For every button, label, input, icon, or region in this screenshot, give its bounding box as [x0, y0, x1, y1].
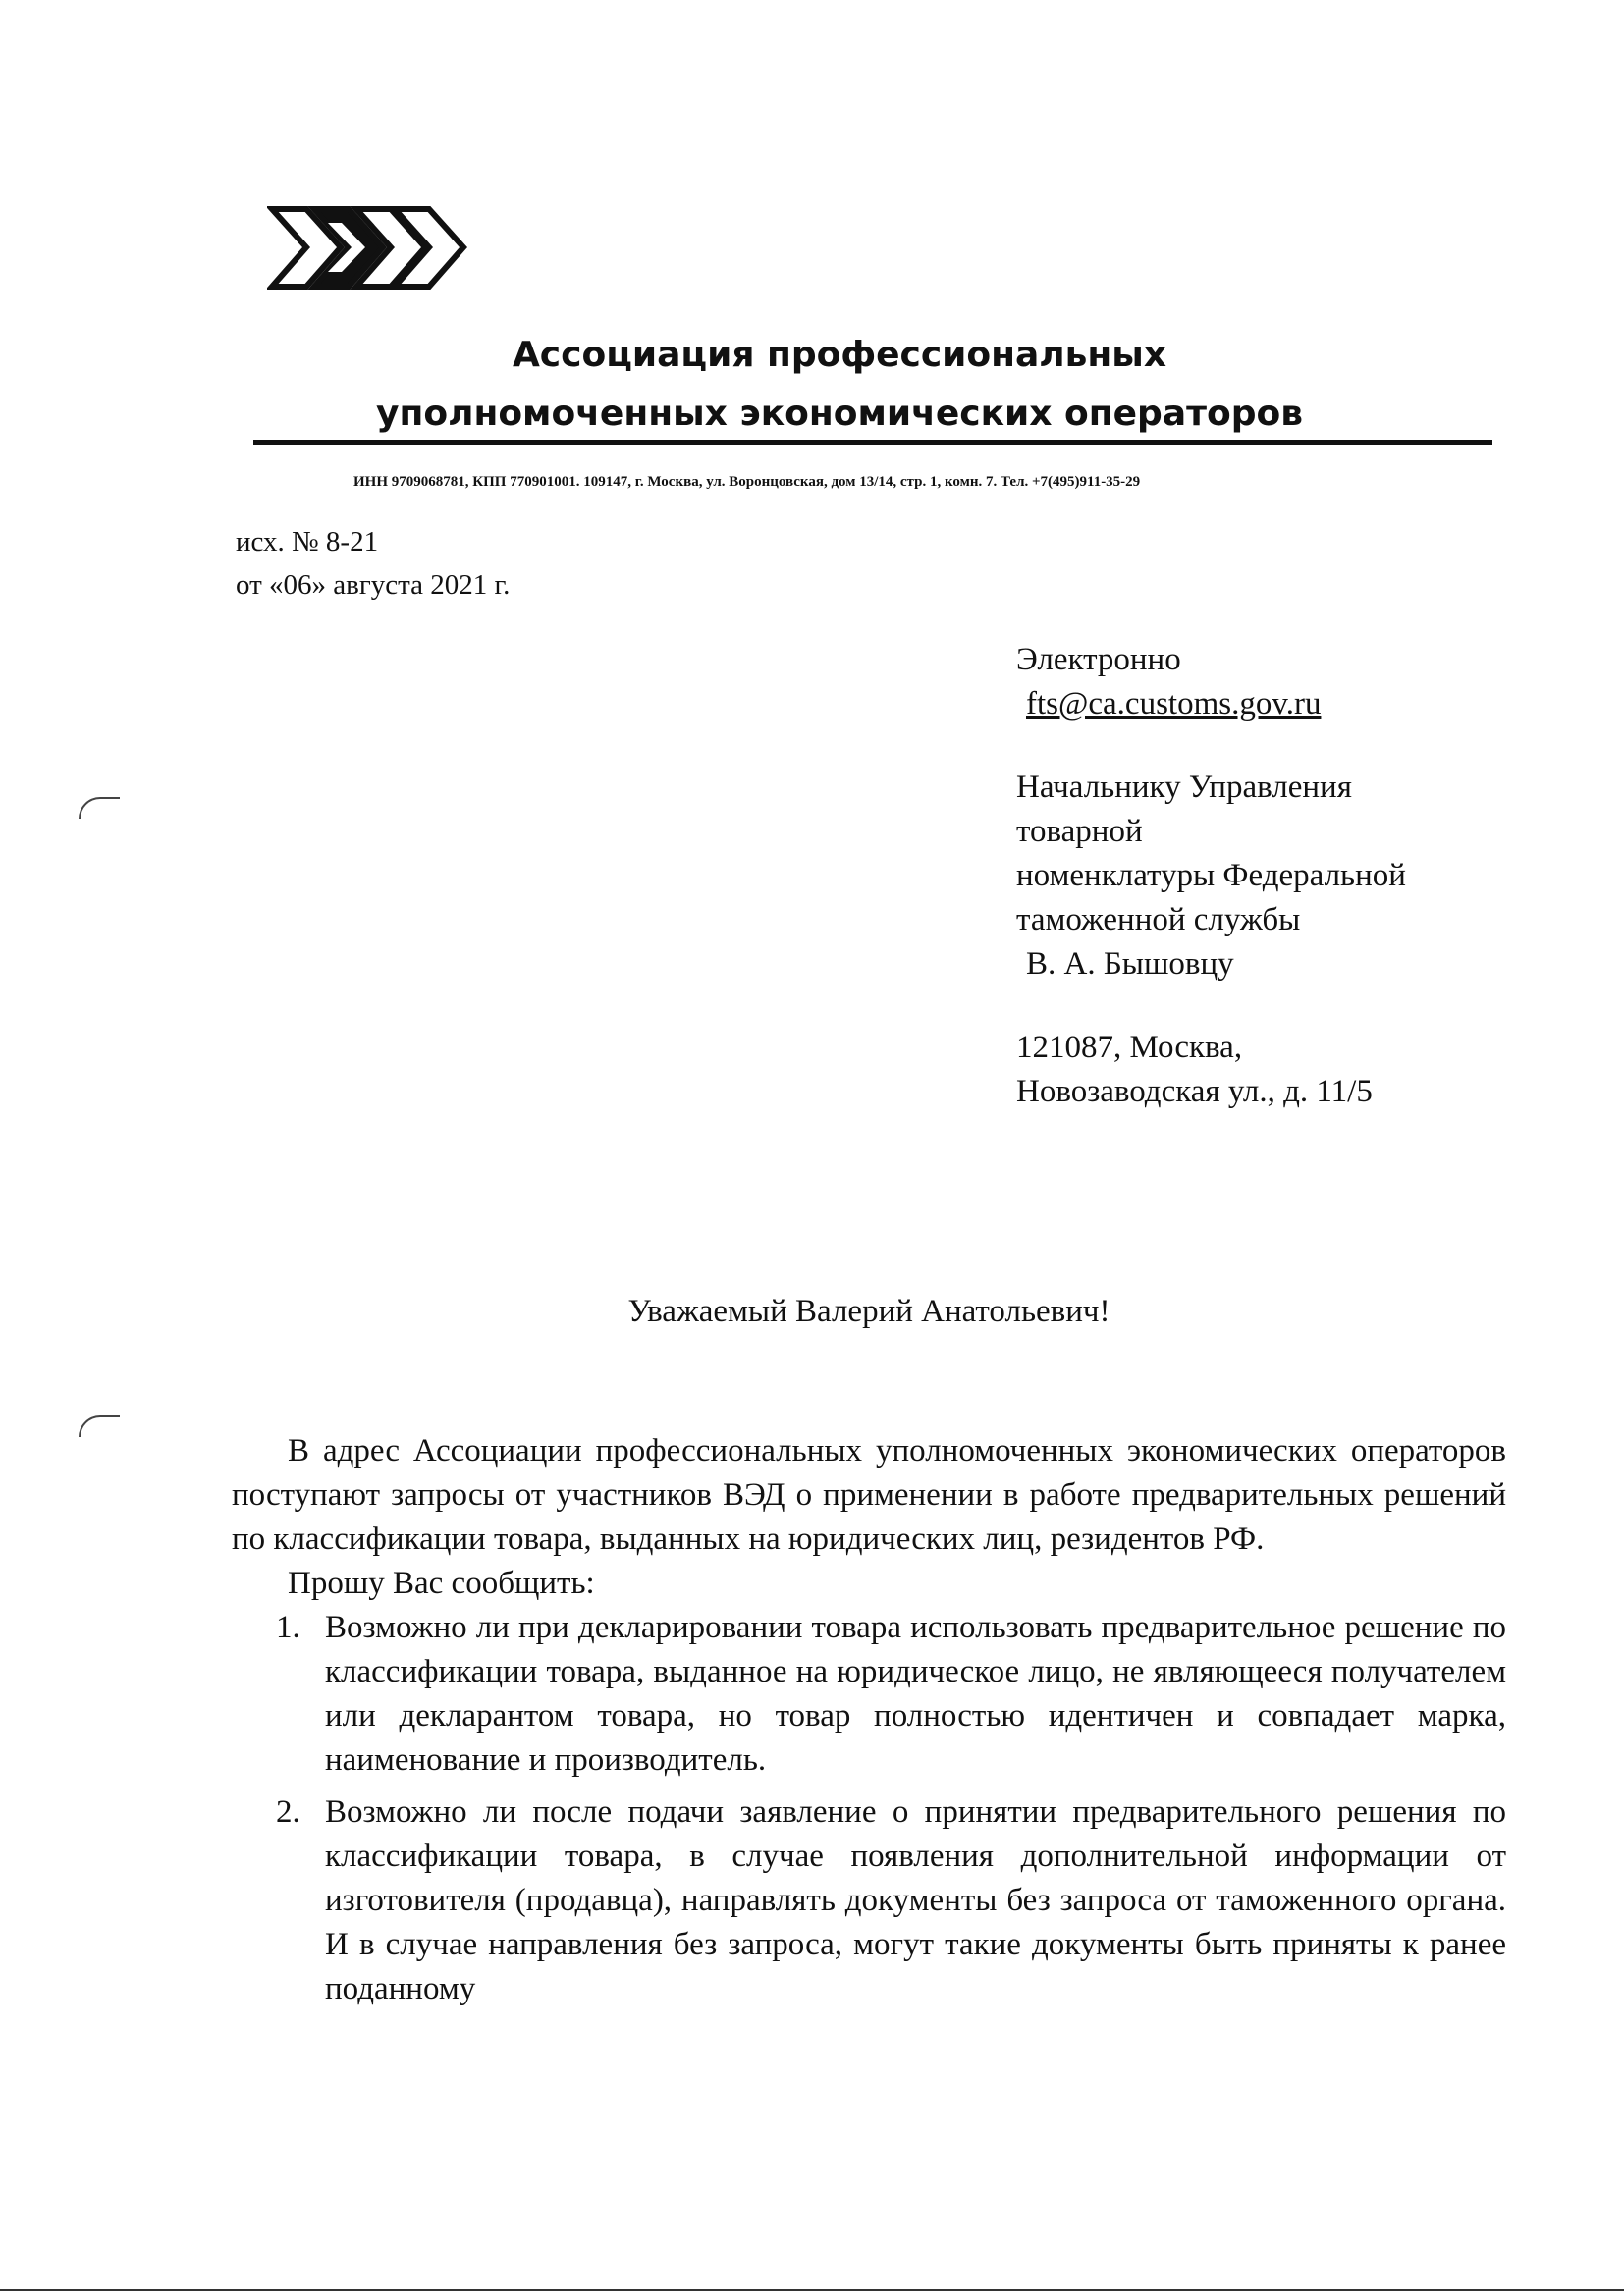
- organization-requisites: ИНН 9709068781, КПП 770901001. 109147, г. Москва, ул. Воронцовская, дом 13/14, стр. 1, комн. 7. Тел. +7(495)911-35-29: [353, 474, 1141, 490]
- list-item-text: Возможно ли после подачи заявление о принятии предварительного решения по классификации товара, в случае появления дополнительной информации от изготовителя (продавца), направлять документы без запроса от таможенного органа. И в случае направления без запроса, могут такие документы быть приняты к ранее поданному: [325, 1794, 1506, 2006]
- recipient-line: таможенной службы: [1016, 902, 1301, 937]
- scan-artifact: [79, 1415, 120, 1437]
- list-item-number: 2.: [276, 1794, 300, 1830]
- outgoing-date: от «06» августа 2021 г.: [236, 569, 511, 601]
- list-item-number: 1.: [276, 1610, 300, 1645]
- recipient-line: В. А. Бышовцу: [1026, 946, 1234, 982]
- intro-paragraph: В адрес Ассоциации профессиональных уполномоченных экономических операторов поступают запросы от участников ВЭД о применении в работе предварительных решений по классификации товара, выданных на юридических лиц, резидентов РФ.: [232, 1433, 1506, 1557]
- salutation: Уважаемый Валерий Анатольевич!: [627, 1294, 1110, 1329]
- association-logo: [267, 201, 468, 294]
- questions-list: [232, 1606, 1506, 2011]
- recipient-line: Начальнику Управления: [1016, 770, 1352, 805]
- letter-body: [232, 1429, 1506, 2019]
- request-line: Прошу Вас сообщить:: [288, 1566, 595, 1601]
- header-divider: [253, 440, 1492, 445]
- organization-name-line2: уполномоченных экономических операторов: [376, 394, 1303, 434]
- delivery-method: Электронно: [1016, 642, 1181, 677]
- list-item-text: Возможно ли при декларировании товара использовать предварительное решение по классификации товара, выданное на юридическое лицо, не являющееся получателем или декларантом товара, но товар полностью идентичен и совпадает марка, наименование и производитель.: [325, 1610, 1506, 1778]
- recipient-address-line1: 121087, Москва,: [1016, 1030, 1243, 1065]
- page-bottom-edge: [0, 2289, 1624, 2291]
- recipient-line: товарной: [1016, 814, 1143, 849]
- recipient-email-link[interactable]: fts@ca.customs.gov.ru: [1026, 686, 1322, 721]
- list-item: [232, 1790, 1506, 2011]
- recipient-address-line2: Новозаводская ул., д. 11/5: [1016, 1074, 1373, 1109]
- recipient-block: [1016, 638, 1406, 1114]
- outgoing-reference: [236, 520, 510, 607]
- organization-name: [324, 326, 1355, 444]
- organization-name-line1: Ассоциация профессиональных: [512, 335, 1167, 375]
- scan-artifact: [79, 797, 120, 819]
- outgoing-number: исх. № 8-21: [236, 526, 379, 558]
- recipient-line: номенклатуры Федеральной: [1016, 858, 1406, 893]
- list-item: [232, 1606, 1506, 1783]
